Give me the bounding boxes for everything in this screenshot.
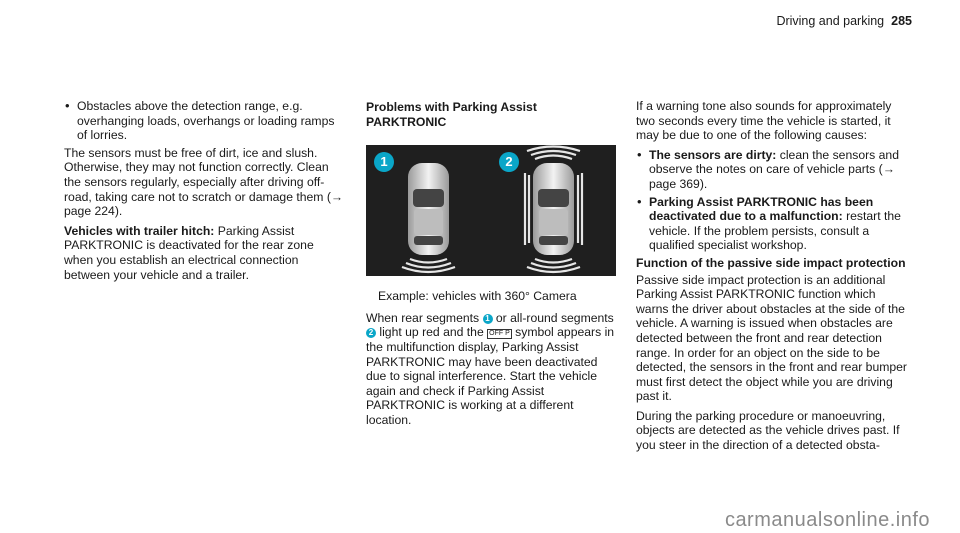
segments-text-1: When rear segments — [366, 310, 480, 325]
column-middle — [366, 100, 616, 433]
page-number: 285 — [891, 14, 912, 28]
figure-panel-all-round-segments — [491, 145, 616, 276]
trailer-hitch-text: Parking Assist PARKTRONIC is deactivated for the rear zone when you establish an electrical connection between your vehicle and a trailer. — [64, 223, 314, 282]
malfunction-text: restart the vehicle. If the problem persists, consult a qualified specialist workshop. — [649, 209, 901, 253]
column-right — [636, 99, 908, 458]
running-header — [776, 14, 912, 29]
sensors-dirty-text: clean the sensors and observe the notes on care of vehicle parts (→ page 369). — [649, 147, 899, 191]
figure-caption: Example: vehicles with 360° Camera — [378, 289, 577, 304]
paragraph-sensors-clean: The sensors must be free of dirt, ice and slush. Otherwise, they may not function correctly. Clean the sensors regularly, especially after driving off-road, taking care not to scratch or damage them (→ page 224). — [64, 145, 344, 219]
sensors-dirty-label: The sensors are dirty: — [649, 147, 777, 162]
segments-text-4: symbol appears in the multifunction display, Parking Assist PARKTRONIC may have been deactivated due to signal interference. Start the vehicle again and check if Parking Assist PARKTRONIC is working at a different location. — [366, 325, 615, 427]
paragraph-parking-procedure: During the parking procedure or manoeuvring, objects are detected as the vehicle drives past. If you steer in the direction of a detected obsta- — [636, 408, 900, 453]
watermark: carmanualsonline.info — [724, 509, 930, 532]
column-left — [64, 99, 344, 287]
trailer-hitch-label: Vehicles with trailer hitch: — [64, 223, 215, 238]
bullet-obstacles-above: • Obstacles above the detection range, e.g. overhanging loads, overhangs or loading ramps of lorries. — [64, 99, 344, 143]
paragraph-warning-tone: If a warning tone also sounds for approximately two seconds every time the vehicle is started, it may be due to one of the following causes: — [636, 99, 892, 143]
inline-marker-2: 2 — [366, 328, 376, 338]
segments-text-2: or all-round segments — [495, 310, 614, 325]
problems-heading: Problems with Parking Assist PARKTRONIC — [366, 100, 537, 129]
paragraph-segments — [366, 311, 616, 428]
bullet-malfunction — [636, 195, 908, 253]
paragraph-side-impact: Passive side impact protection is an additional Parking Assist PARKTRONIC function which warns the driver about obstacles at the side of the vehicle. A warning is issued when obstacles are detected between the front and rear detection range. In order for an object on the side to be detected, the sensors in the front and rear bumper must first detect the object while you are driving past it. — [636, 272, 907, 404]
inline-marker-1: 1 — [483, 314, 493, 324]
figure-panel-rear-segments — [366, 145, 491, 276]
figure-marker-1: 1 — [374, 152, 394, 172]
parktronic-off-icon: OFF P — [489, 330, 510, 338]
section-title: Driving and parking — [776, 14, 885, 28]
segments-text-3: light up red and the — [379, 325, 484, 340]
parktronic-figure — [366, 145, 616, 276]
figure-marker-2: 2 — [499, 152, 519, 172]
malfunction-label: Parking Assist PARKTRONIC has been deactivated due to a malfunction: — [649, 194, 874, 224]
side-impact-heading: Function of the passive side impact protection — [636, 255, 906, 270]
bullet-sensors-dirty — [636, 148, 908, 192]
paragraph-trailer-hitch — [64, 224, 344, 282]
